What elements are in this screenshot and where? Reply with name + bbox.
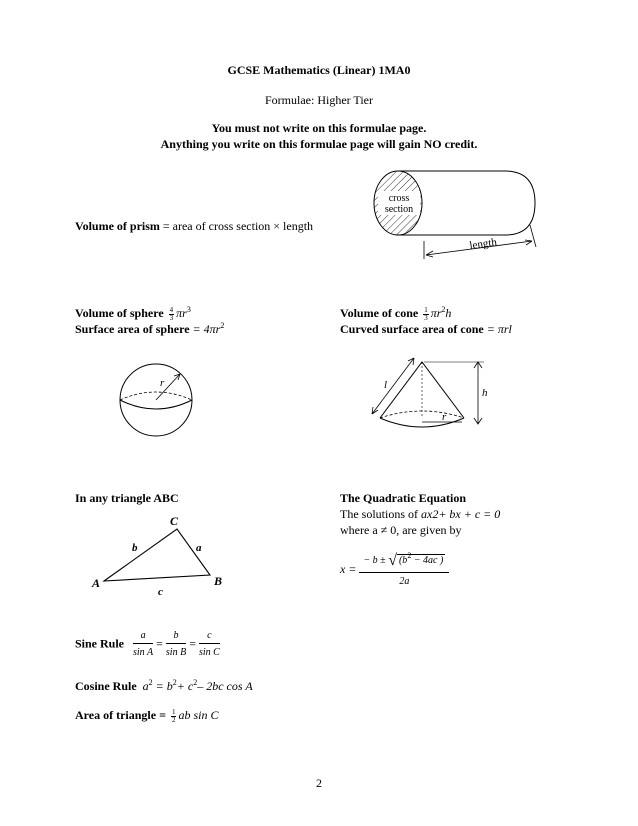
sine-rule-fraction-c: $\frac{c}{\text{sin C}}$ (198, 630, 220, 658)
prism-volume-expr: = area of cross section × length (162, 219, 314, 233)
quadratic-formula: x = $\frac{- b \pm √ (b^2 - 4ac )}{2a}$ (340, 552, 449, 587)
cone-volume-label: Volume of cone (340, 306, 419, 320)
triangle-side-a: a (196, 542, 202, 554)
area-of-triangle: Area of triangle = $\frac{1}{2}$ ab sin C (75, 707, 219, 724)
page-subtitle: Formulae: Higher Tier (265, 93, 373, 107)
prism-length-text: length (468, 236, 498, 252)
prism-cross-section-text-2: section (384, 204, 414, 215)
cone-volume-coefficient: $\frac{1}{3}$ (424, 305, 428, 322)
triangle-heading: In any triangle ABC (75, 491, 179, 505)
quadratic-line-2: where a ≠ 0, are given by (340, 523, 462, 537)
prism-volume-label: Volume of prism (75, 219, 160, 233)
quadratic-line-1: The solutions of ax2+ bx + c = 0 (340, 507, 501, 521)
cone-diagram (372, 358, 492, 438)
warning-line-2: Anything you write on this formulae page will gain NO credit. (160, 137, 478, 151)
cone-curved-label: Curved surface area of cone (340, 322, 484, 336)
area-coefficient: $\frac{1}{2}$ (171, 707, 176, 724)
triangle-side-b: b (132, 542, 138, 554)
warning-line-1: You must not write on this formulae page. (211, 121, 427, 135)
sphere-volume-formula: Volume of sphere $\frac{4}{3}$ $\pi r^3$ (75, 305, 191, 322)
cosine-rule-label: Cosine Rule (75, 679, 137, 693)
sphere-r-label: r (160, 377, 165, 389)
triangle-vertex-b: B (214, 574, 223, 588)
sphere-volume-coefficient: $\frac{4}{3}$ (169, 305, 174, 322)
triangle-diagram (92, 515, 242, 600)
sine-rule-fraction-b: $\frac{b}{\text{sin B}}$ (165, 630, 187, 658)
cone-h-label: h (482, 387, 488, 399)
triangle-vertex-c: C (170, 514, 179, 528)
sine-rule-label: Sine Rule (75, 636, 125, 651)
triangle-side-c: c (158, 586, 163, 598)
triangle-vertex-a: A (92, 576, 101, 590)
sphere-diagram (118, 362, 194, 438)
cone-slant-arrow (372, 358, 414, 414)
prism-volume-formula (75, 219, 313, 234)
prism-diagram (360, 165, 560, 270)
cone-volume-formula: Volume of cone $\frac{1}{3}$ $\pi r^2h$ (340, 305, 452, 322)
sine-rule-fraction-a: $\frac{a}{\text{sin A}}$ (133, 630, 154, 658)
area-of-triangle-label: Area of triangle = (75, 708, 166, 722)
sphere-surface-formula: Surface area of sphere = $4\pi r^2$ (75, 321, 225, 336)
sphere-volume-label: Volume of sphere (75, 306, 164, 320)
page-title: GCSE Mathematics (Linear) 1MA0 (227, 63, 411, 77)
cone-r-label: r (442, 411, 447, 423)
sine-rule: Sine Rule $\frac{a}{\text{sin A}}$ = $\frac{b}{\text{sin B}}$ = $\frac{c}{\text{sin C}}$ (75, 630, 220, 658)
quadratic-heading: The Quadratic Equation (340, 491, 467, 505)
quadratic-fraction: $\frac{- b \pm √ (b^2 - 4ac )}{2a}$ (359, 552, 449, 587)
prism-cross-section-text-1: cross (388, 193, 410, 204)
cone-l-label: l (384, 379, 388, 391)
cone-curved-surface-formula: Curved surface area of cone = πrl (340, 322, 512, 336)
cosine-rule: Cosine Rule $a^2 = b^2+ c^2-$ 2bc cos A (75, 678, 253, 693)
page-number: 2 (316, 776, 322, 790)
sphere-surface-label: Surface area of sphere (75, 322, 190, 336)
